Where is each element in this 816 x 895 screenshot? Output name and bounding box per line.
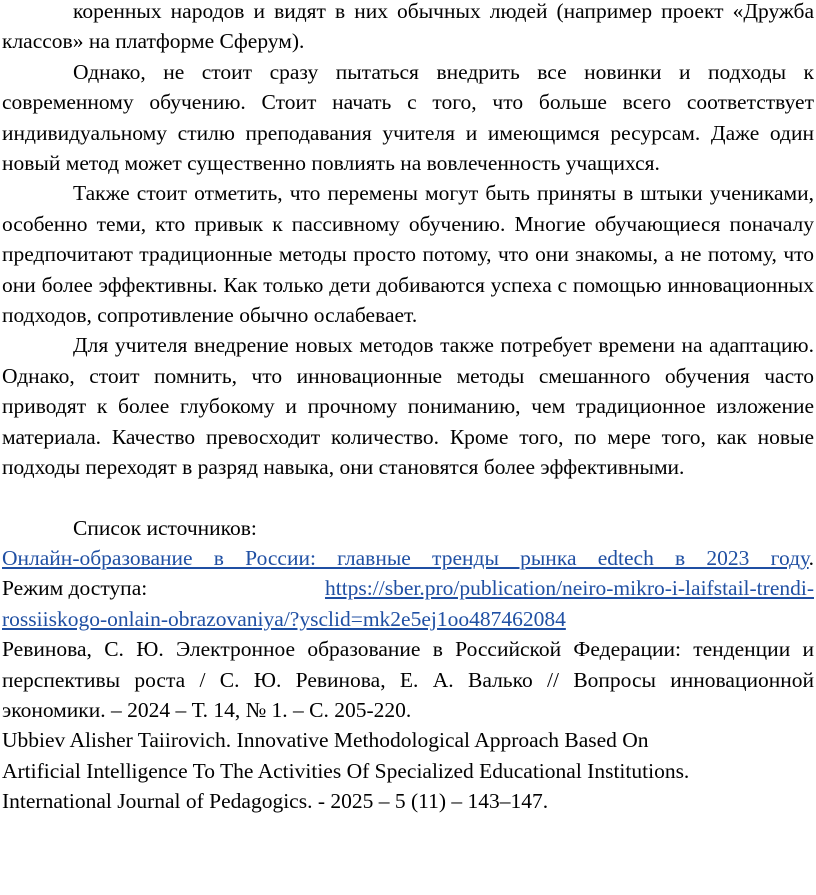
paragraph-student-resistance: Также стоит отметить, что перемены могут быть приняты в штыки учениками, особенно теми, кто привык к пассивному обучению. Многие обучающиеся поначалу предпочитают традиционные методы просто потому, что они знакомы, а не потому, что они более эффективны. Как только дети добиваются успеха с помощью инновационных подходов, сопротивление обычно ослабевает.	[2, 181, 814, 328]
paragraph-teacher-adaptation: Для учителя внедрение новых методов также потребует времени на адаптацию. Однако, стоит помнить, что инновационные методы смешанного обучения часто приводят к более глубокому и прочному пониманию, чем традиционное изложение материала. Качество превосходит количество. Кроме того, по мере того, как новые подходы переходят в разряд навыка, они становятся более эффективными.	[2, 333, 814, 480]
section-spacer	[2, 483, 814, 513]
references-heading: Список источников:	[73, 515, 257, 540]
reference-1-title-link[interactable]: Онлайн-образование в России: главные тренды рынка edtech в 2023 году	[2, 545, 809, 570]
paragraph-continuation: коренных народов и видят в них обычных людей (например проект «Дружба классов» на платформе Сферум).	[2, 0, 814, 54]
reference-item-1	[2, 543, 814, 634]
reference-item-2: Ревинова, С. Ю. Электронное образование в Российской Федерации: тенденции и перспективы роста / С. Ю. Ревинова, Е. А. Валько // Вопросы инновационной экономики. – 2024 – Т. 14, № 1. – С. 205-220.	[2, 637, 814, 722]
reference-1-access-line	[2, 573, 814, 603]
reference-1-access-label: Режим доступа:	[2, 576, 148, 601]
reference-item-3	[2, 725, 814, 816]
paragraph-innovation-adoption: Однако, не стоит сразу пытаться внедрить все новинки и подходы к современному обучению. Стоит начать с того, что больше всего соответствует индивидуальному стилю преподавания учителя и имеющимся ресурсам. Даже один новый метод может существенно повлиять на вовлеченность учащихся.	[2, 59, 814, 176]
reference-3-line-2: Artificial Intelligence To The Activities Of Specialized Educational Institutions.	[2, 758, 690, 783]
reference-1-url-link-continued[interactable]: rossiiskogo-onlain-obrazovaniya/?ysclid=mk2e5ej1oo487462084	[2, 606, 566, 631]
reference-3-line-3: International Journal of Pedagogics. - 2025 – 5 (11) – 143–147.	[2, 789, 549, 814]
reference-1-title-period: .	[808, 545, 814, 570]
reference-3-line-1: Ubbiev Alisher Taiirovich. Innovative Methodological Approach Based On	[2, 728, 649, 753]
document-page	[2, 0, 814, 817]
reference-1-url-link[interactable]: https://sber.pro/publication/neiro-mikro-i-laifstail-trendi-	[324, 576, 814, 601]
